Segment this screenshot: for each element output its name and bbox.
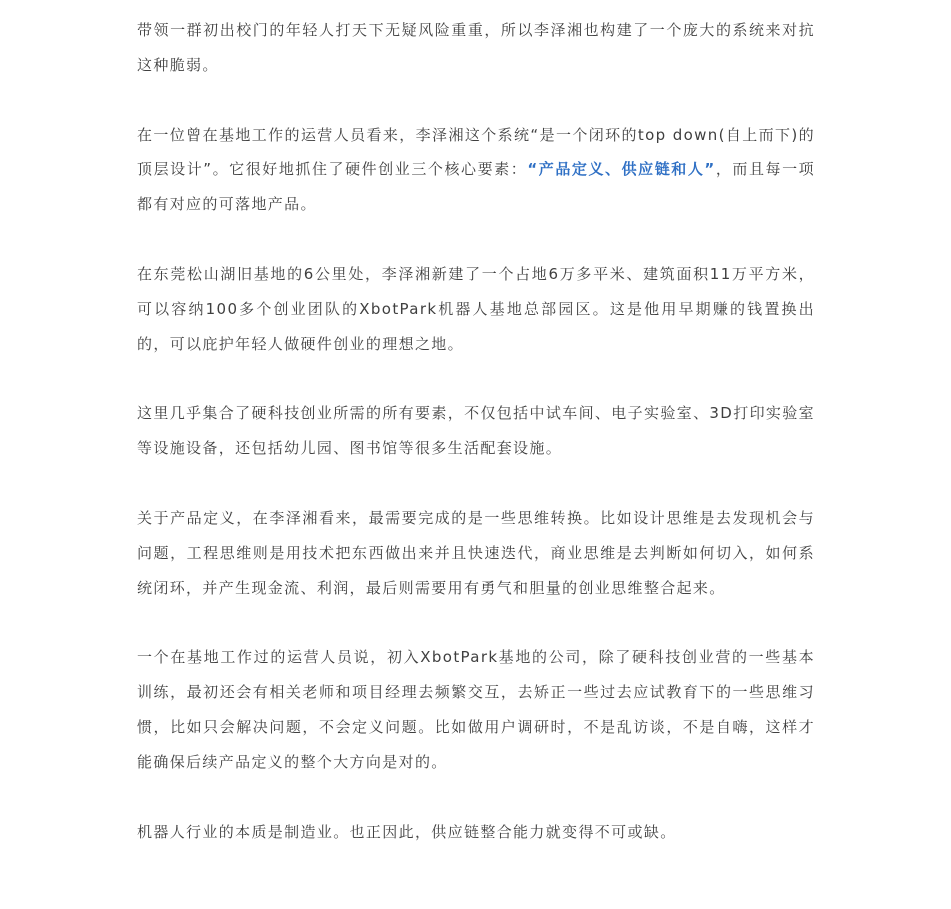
paragraph-1: 带领一群初出校门的年轻人打天下无疑风险重重，所以李泽湘也构建了一个庞大的系统来对抗这种脆弱。 xyxy=(137,21,815,74)
paragraph-4: 这里几乎集合了硬科技创业所需的所有要素，不仅包括中试车间、电子实验室、3D打印实验室等设施设备，还包括幼儿园、图书馆等很多生活配套设施。 xyxy=(137,404,815,458)
paragraph-2-text-before: 在一位曾在基地工作的运营人员看来，李泽湘这个系统“是一个闭环的top down(自上而下)的顶层设计”。它很好地抓住了硬件创业三个核心要素： xyxy=(137,125,815,179)
paragraph-3: 在东莞松山湖旧基地的6公里处，李泽湘新建了一个占地6万多平米、建筑面积11万平方米，可以容纳100多个创业团队的XbotPark机器人基地总部园区。这是他用早期赚的钱置换出的，可以庇护年轻人做硬件创业的理想之地。 xyxy=(137,264,815,353)
paragraph-5: 关于产品定义，在李泽湘看来，最需要完成的是一些思维转换。比如设计思维是去发现机会与问题，工程思维则是用技术把东西做出来并且快速迭代，商业思维是去判断如何切入，如何系统闭环，并产生现金流、利润，最后则需要用有勇气和胆量的创业思维整合起来。 xyxy=(137,508,815,597)
paragraph-6: 一个在基地工作过的运营人员说，初入XbotPark基地的公司，除了硬科技创业营的一些基本训练，最初还会有相关老师和项目经理去频繁交互，去矫正一些过去应试教育下的一些思维习惯，比如只会解决问题，不会定义问题。比如做用户调研时，不是乱访谈，不是自嗨，这样才能确保后续产品定义的整个大方向是对的。 xyxy=(137,648,815,771)
article-body xyxy=(137,13,815,849)
core-elements-highlight: “产品定义、供应链和人” xyxy=(527,160,716,179)
paragraph-7: 机器人行业的本质是制造业。也正因此，供应链整合能力就变得不可或缺。 xyxy=(137,822,677,841)
paragraph-2 xyxy=(137,118,815,222)
paragraph-2-text-after: ，而且每一项都有对应的可落地产品。 xyxy=(137,160,815,214)
